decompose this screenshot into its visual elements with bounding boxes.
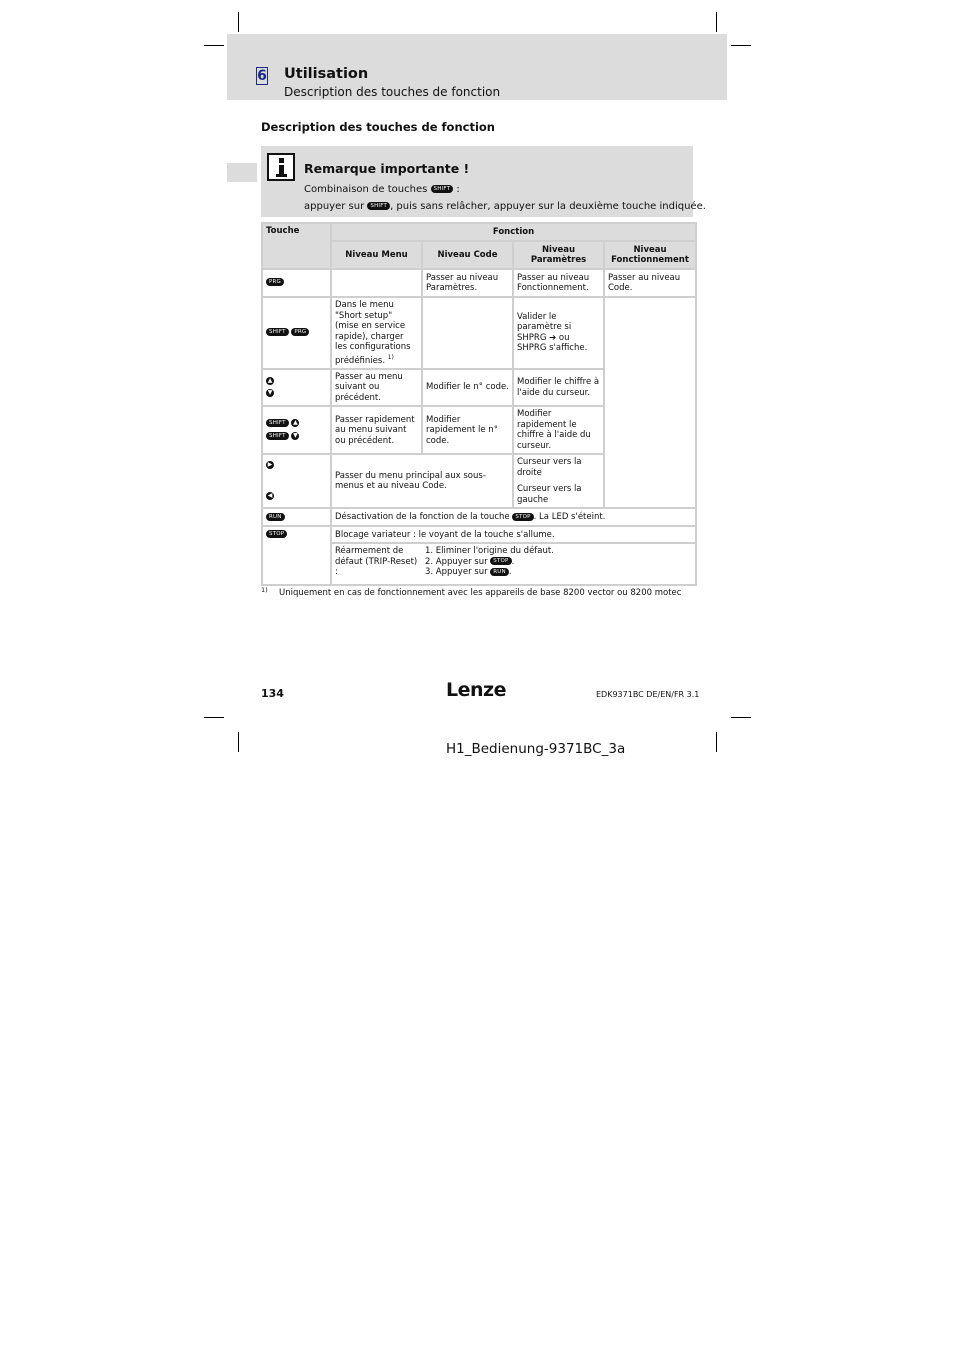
note-line-2-text: appuyer sur	[304, 201, 365, 212]
crop-mark	[204, 717, 224, 718]
header-niveau-menu: Niveau Menu	[331, 241, 422, 269]
stop-key-icon: STOP	[266, 530, 287, 538]
crop-mark	[731, 45, 751, 46]
section-title: Description des touches de fonction	[261, 120, 495, 134]
cell-menu: Passer rapidement au menu suivant ou précédent.	[331, 406, 422, 454]
cell-menu: Passer au menu suivant ou précédent.	[331, 369, 422, 407]
shift-key-icon: SHIFT	[367, 202, 390, 210]
lenze-logo: Lenze	[446, 679, 506, 701]
keys-cell	[262, 297, 331, 369]
note-line-1-suffix: :	[456, 184, 460, 195]
crop-mark	[238, 732, 239, 752]
footnote-mark: 1)	[261, 586, 268, 594]
header-fonct-line-1: Niveau	[633, 244, 667, 255]
note-line-2	[304, 201, 706, 212]
chapter-title: Utilisation	[284, 66, 369, 82]
reset-step-1: 1. Eliminer l'origine du défaut.	[425, 546, 554, 557]
header-fonction: Fonction	[331, 223, 696, 241]
down-arrow-key-icon: ▼	[267, 389, 273, 397]
cell-params: Valider le paramètre si SHPRG ➔ ou SHPRG s'affiche.	[513, 297, 604, 369]
crop-mark	[716, 732, 717, 752]
cell-code: Modifier le n° code.	[422, 369, 513, 407]
cell-menu	[331, 297, 422, 369]
cell-menu-text: Dans le menu "Short setup" (mise en service rapide), charger les configurations prédéfinies.	[335, 300, 411, 366]
reset-step-2	[425, 557, 692, 568]
cell-stop-description: Blocage variateur : le voyant de la touche s'allume.	[331, 526, 696, 543]
cell-params	[513, 454, 604, 508]
stop-key-icon: STOP	[512, 513, 533, 521]
header-niveau-fonctionnement	[604, 241, 696, 269]
reset-step-2-text: 2. Appuyer sur	[425, 556, 488, 567]
prg-key-icon: PRG	[266, 278, 284, 286]
job-label: H1_Bedienung-9371BC_3a	[446, 741, 626, 757]
run-key-icon: RUN	[266, 513, 285, 521]
cell-run-description	[331, 508, 696, 526]
header-niveau-code: Niveau Code	[422, 241, 513, 269]
function-keys-table	[261, 222, 697, 586]
shift-key-icon: SHIFT	[266, 432, 289, 440]
cell-params: Passer au niveau Fonctionnement.	[513, 269, 604, 297]
right-arrow-key-icon: ▶	[267, 461, 273, 469]
note-line-2-suffix: , puis sans relâcher, appuyer sur la deuxième touche indiquée.	[390, 201, 706, 212]
down-arrow-key-icon: ▼	[293, 431, 298, 439]
run-text: Désactivation de la fonction de la touche	[335, 512, 510, 523]
keys-cell	[262, 454, 331, 508]
crop-mark	[238, 12, 239, 32]
footnote-text: Uniquement en cas de fonctionnement avec les appareils de base 8200 vector ou 8200 motec	[279, 588, 682, 598]
cursor-right-text: Curseur vers la droite	[517, 457, 582, 478]
note-line-1-text: Combinaison de touches	[304, 184, 428, 195]
cell-menu-code: Passer du menu principal aux sous-menus et au niveau Code.	[331, 454, 513, 508]
run-text-suffix: . La LED s'éteint.	[533, 512, 606, 523]
up-arrow-key-icon: ▲	[267, 376, 273, 384]
header-fonct-line-2: Fonctionnement	[611, 255, 689, 265]
info-icon	[267, 153, 295, 181]
footnote-ref: 1)	[387, 353, 394, 361]
shift-key-icon: SHIFT	[266, 419, 289, 427]
keys-cell	[262, 269, 331, 297]
header-niveau-parametres: Niveau Paramètres	[513, 241, 604, 269]
crop-mark	[731, 717, 751, 718]
page-number: 134	[261, 687, 284, 700]
left-arrow-key-icon: ◀	[267, 491, 273, 499]
table-row	[262, 508, 696, 526]
header-touche: Touche	[262, 223, 331, 269]
side-tab-marker	[227, 163, 257, 182]
prg-key-icon: PRG	[291, 328, 309, 336]
run-key-icon: RUN	[490, 568, 509, 576]
reset-step-2-period: .	[511, 556, 515, 567]
reset-step-3	[425, 567, 692, 578]
note-title: Remarque importante !	[304, 161, 470, 176]
chapter-number: 6	[257, 68, 267, 84]
cell-menu	[331, 269, 422, 297]
stop-key-icon: STOP	[490, 557, 511, 565]
crop-mark	[204, 45, 224, 46]
crop-mark	[716, 12, 717, 32]
cell-params: Modifier le chiffre à l'aide du curseur.	[513, 369, 604, 407]
cell-code: Modifier rapidement le n° code.	[422, 406, 513, 454]
table-row	[262, 526, 696, 543]
chapter-subtitle: Description des touches de fonction	[284, 85, 501, 99]
keys-cell	[262, 369, 331, 407]
cell-fonct-empty	[604, 297, 696, 508]
up-arrow-key-icon: ▲	[293, 419, 298, 427]
keys-cell	[262, 508, 331, 526]
table-row	[262, 269, 696, 297]
table-row	[262, 297, 696, 369]
cell-code: Passer au niveau Paramètres.	[422, 269, 513, 297]
cell-reset-label: Réarmement de défaut (TRIP-Reset) :	[331, 543, 422, 585]
shift-key-icon: SHIFT	[266, 328, 289, 336]
document-reference: EDK9371BC DE/EN/FR 3.1	[596, 690, 700, 699]
cell-params: Modifier rapidement le chiffre à l'aide du curseur.	[513, 406, 604, 454]
reset-step-3-text: 3. Appuyer sur	[425, 567, 488, 578]
cursor-left-text: Curseur vers la gauche	[517, 484, 582, 505]
cell-code	[422, 297, 513, 369]
keys-cell	[262, 526, 331, 585]
cell-reset-steps	[422, 543, 696, 585]
shift-key-icon: SHIFT	[431, 185, 454, 193]
note-line-1	[304, 184, 460, 195]
cell-fonct: Passer au niveau Code.	[604, 269, 696, 297]
reset-step-3-period: .	[508, 567, 512, 578]
keys-cell	[262, 406, 331, 454]
